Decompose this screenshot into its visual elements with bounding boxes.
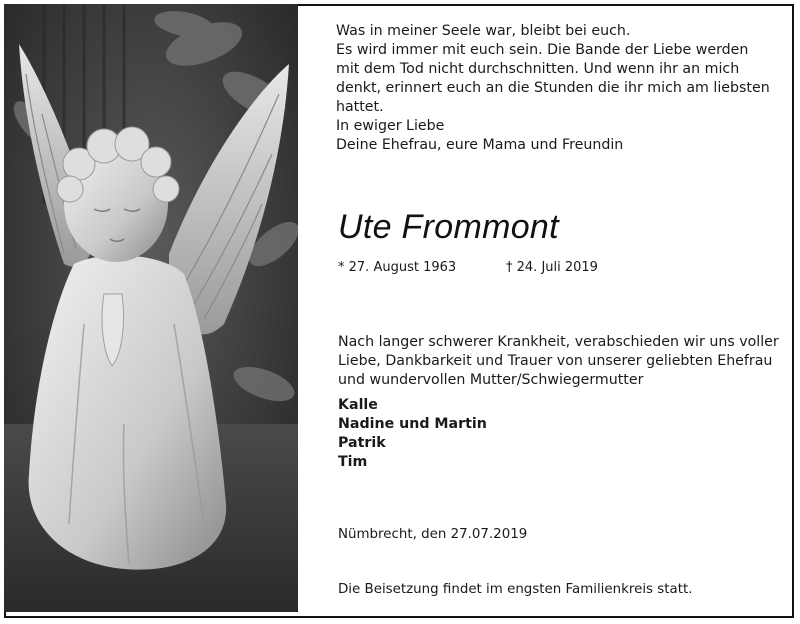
announcement-line: Liebe, Dankbarkeit und Trauer von unserer geliebten Ehefrau [338, 353, 773, 369]
family-member: Kalle [338, 397, 378, 413]
announcement-text [338, 333, 788, 390]
family-names [338, 396, 487, 472]
verse-line: In ewiger Liebe [336, 118, 445, 134]
verse-line: Was in meiner Seele war, bleibt bei euch. [336, 23, 631, 39]
verse-line: Es wird immer mit euch sein. Die Bande der Liebe werden [336, 42, 749, 58]
family-member: Tim [338, 454, 368, 470]
announcement-line: und wundervollen Mutter/Schwiegermutter [338, 372, 644, 388]
deceased-name: Ute Frommont [338, 208, 559, 246]
verse-line: hattet. [336, 99, 384, 115]
burial-note: Die Beisetzung findet im engsten Familienkreis statt. [338, 582, 693, 597]
memorial-verse [336, 22, 786, 155]
family-member: Nadine und Martin [338, 416, 487, 432]
family-member: Patrik [338, 435, 386, 451]
announcement-line: Nach langer schwerer Krankheit, verabschieden wir uns voller [338, 334, 779, 350]
life-dates [338, 260, 598, 275]
birth-date: * 27. August 1963 [338, 260, 457, 275]
verse-line: Deine Ehefrau, eure Mama und Freundin [336, 137, 624, 153]
angel-statue-image [4, 4, 298, 612]
place-and-date: Nümbrecht, den 27.07.2019 [338, 527, 528, 542]
death-date: † 24. Juli 2019 [506, 260, 598, 275]
verse-line: mit dem Tod nicht durchschnitten. Und wenn ihr an mich [336, 61, 740, 77]
angel-photo [4, 4, 298, 612]
verse-line: denkt, erinnert euch an die Stunden die ihr mich am liebsten [336, 80, 770, 96]
